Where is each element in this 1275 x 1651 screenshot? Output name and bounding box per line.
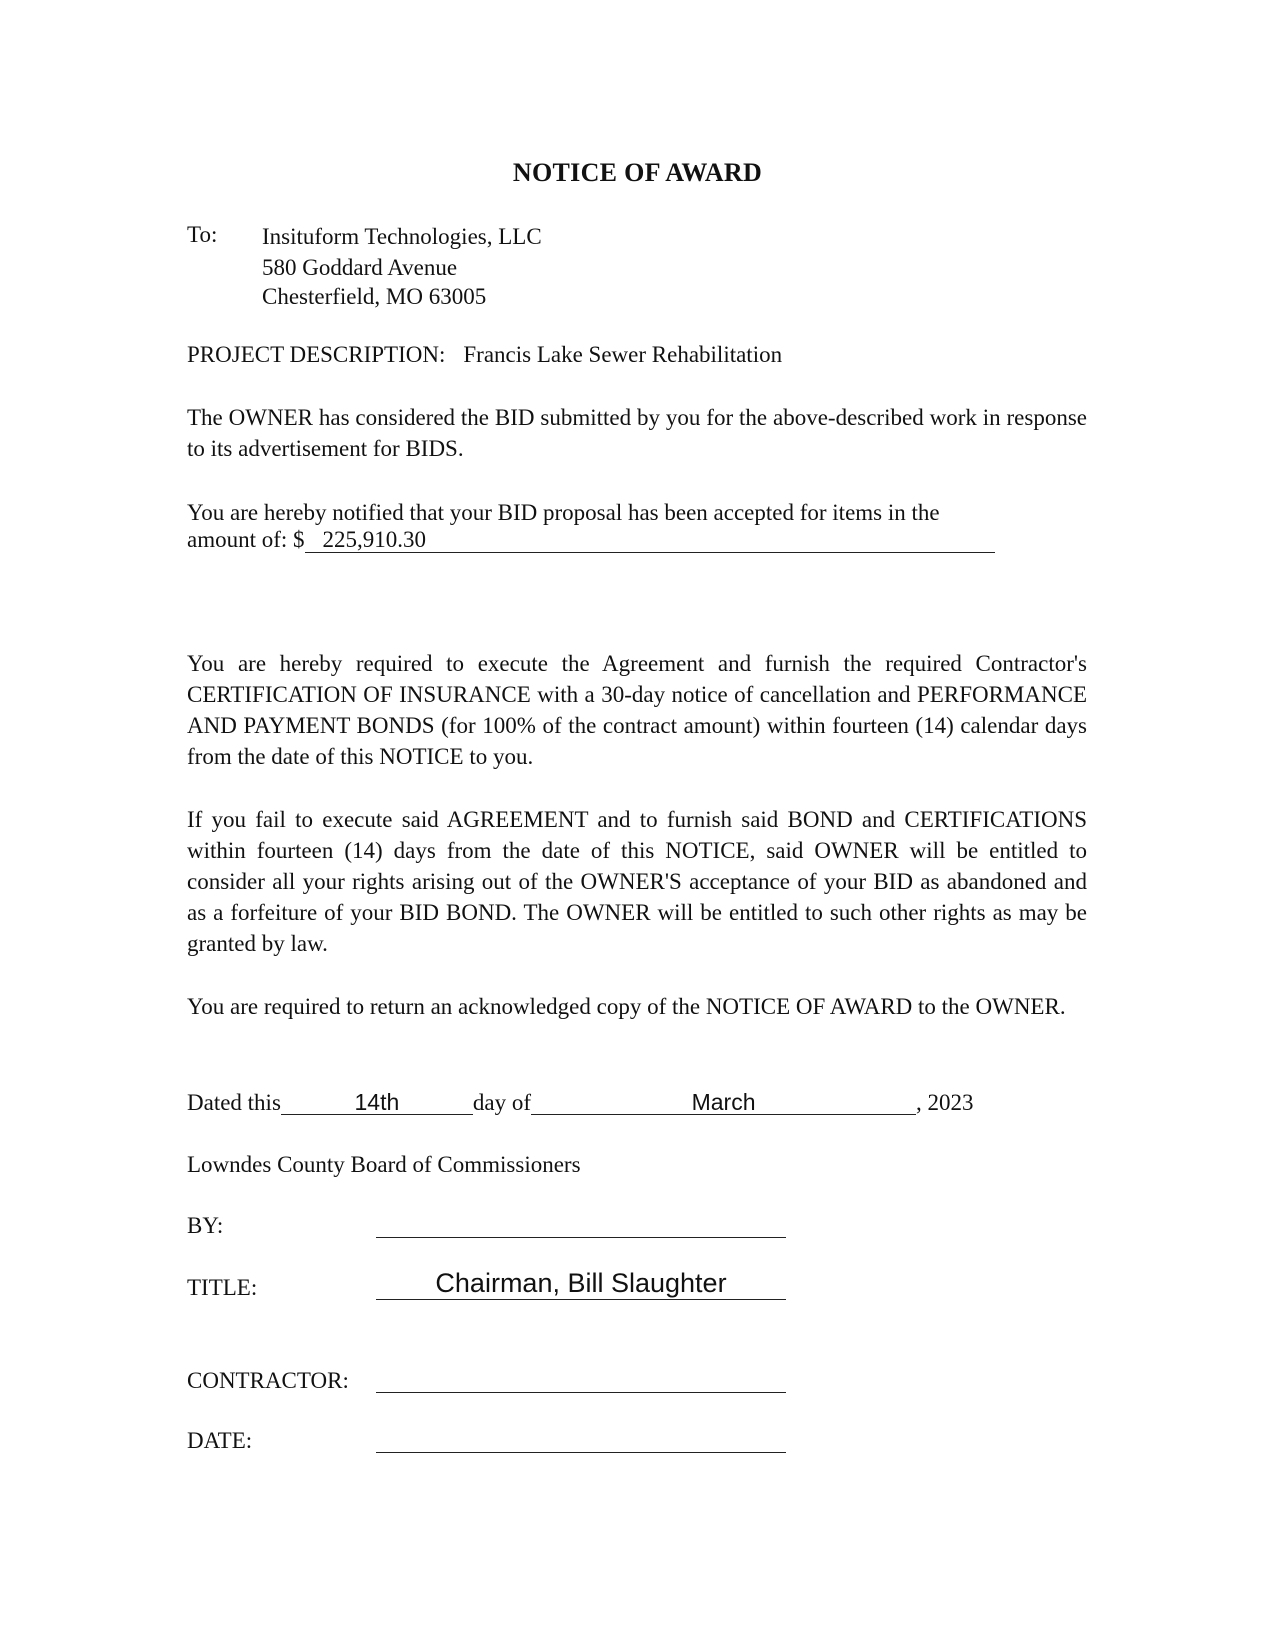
by-label: BY: — [187, 1213, 224, 1238]
recipient-city: Chesterfield, MO 63005 — [262, 284, 487, 309]
date-label: DATE: — [187, 1428, 253, 1453]
dated-line — [187, 1090, 974, 1116]
dated-month-field: March — [531, 1090, 916, 1115]
amount-value: 225,910.30 — [305, 528, 995, 553]
dated-middle: day of — [472, 1090, 532, 1115]
board-name: Lowndes County Board of Commissioners — [187, 1152, 581, 1177]
contractor-signature-line — [376, 1364, 786, 1393]
recipient-street: 580 Goddard Avenue — [262, 255, 458, 280]
recipient-name: Insituform Technologies, LLC — [262, 224, 542, 249]
paragraph-bid-accepted: You are hereby notified that your BID proposal has been accepted for items in the — [187, 500, 940, 525]
amount-line — [187, 527, 995, 553]
paragraph-failure-terms: If you fail to execute said AGREEMENT and to furnish said BOND and CERTIFICATIONS within fourteen (14) days from the date of this NOTICE, said OWNER will be entitled to consider all your rights arising out of the OWNER'S acceptance of your BID as abandoned and as a forfeiture of your BID BOND. The OWNER will be entitled to such other rights as may be granted by law. — [187, 807, 1087, 956]
title-value: Chairman, Bill Slaughter — [435, 1268, 727, 1298]
dated-year: , 2023 — [916, 1090, 974, 1115]
title-label: TITLE: — [187, 1275, 258, 1300]
date-signature-line — [376, 1424, 786, 1453]
document-title: NOTICE OF AWARD — [512, 158, 763, 187]
project-value: Francis Lake Sewer Rehabilitation — [463, 342, 783, 367]
to-label: To: — [187, 222, 218, 247]
amount-label: amount of: $ — [187, 527, 305, 552]
paragraph-return-copy: You are required to return an acknowledged copy of the NOTICE OF AWARD to the OWNER. — [187, 994, 1066, 1019]
project-label: PROJECT DESCRIPTION: — [187, 342, 446, 367]
paragraph-bid-considered: The OWNER has considered the BID submitted by you for the above-described work in response to its advertisement for BIDS. — [187, 405, 1087, 461]
project-description — [187, 342, 782, 368]
by-signature-line — [376, 1209, 786, 1238]
contractor-label: CONTRACTOR: — [187, 1368, 349, 1393]
paragraph-execute-agreement: You are hereby required to execute the Agreement and furnish the required Contractor's CERTIFICATION OF INSURANCE with a 30-day notice of cancellation and PERFORMANCE AND PAYMENT BONDS (for 100% of the contract amount) within fourteen (14) calendar days from the date of this NOTICE to you. — [187, 651, 1087, 769]
dated-day-field: 14th — [281, 1090, 473, 1115]
dated-prefix: Dated this — [187, 1090, 281, 1115]
